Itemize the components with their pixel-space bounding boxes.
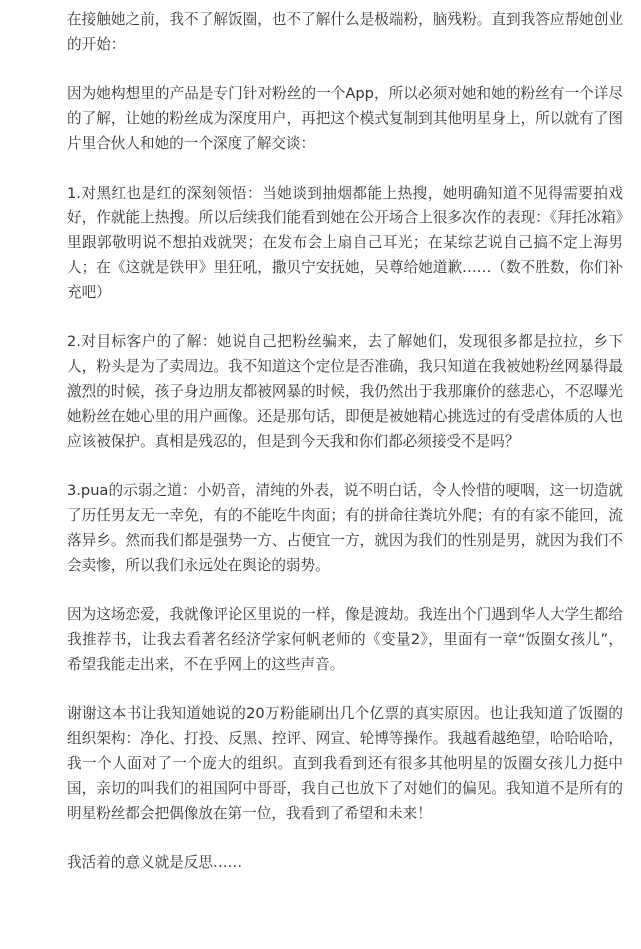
paragraph-app-context: 因为她构想里的产品是专门针对粉丝的一个App，所以必须对她和她的粉丝有一个详尽的了解，让她的粉丝成为深度用户，再把这个模式复制到其他明星身上，所以就有了图片里合伙人和她的一个深度了解交谈： <box>67 85 623 152</box>
paragraph-book-recommendation: 因为这场恋爱，我就像评论区里说的一样，像是渡劫。我连出个门遇到华人大学生都给我推荐书，让我去看著名经济学家何帆老师的《变量2》，里面有一章“饭圈女孩儿”，希望我能走出来，不在乎网上的这些声音。 <box>67 606 623 673</box>
paragraph-point-3: 3.pua的示弱之道：小奶音，清纯的外表，说不明白话，令人怜惜的哽咽，这一切造就了历任男友无一幸免，有的不能吃牛肉面；有的拼命往粪坑外爬；有的有家不能回，流落异乡。然而我们都是强势一方、占便宜一方，就因为我们的性别是男，就因为我们不会卖惨，所以我们永远处在舆论的弱势。 <box>67 482 623 574</box>
paragraph-point-1: 1.对黑红也是红的深刻领悟：当她谈到抽烟都能上热搜，她明确知道不见得需要拍戏好，作就能上热搜。所以后续我们能看到她在公开场合上很多次作的表现：《拜托冰箱》里跟郭敬明说不想拍戏就哭；在发布会上扇自己耳光；在某综艺说自己搞不定上海男人；在《这就是铁甲》里狂吼，撒贝宁安抚她，吴尊给她道歉……（数不胜数，你们补充吧） <box>67 184 623 301</box>
paragraph-fandom-structure: 谢谢这本书让我知道她说的20万粉能刷出几个亿票的真实原因。也让我知道了饭圈的组织架构：净化、打投、反黑、控评、网宣、轮博等操作。我越看越绝望，哈哈哈哈，我一个人面对了一个庞大的组织。直到我看到还有很多其他明星的饭圈女孩儿力挺中国，亲切的叫我们的祖国阿中哥哥，我自己也放下了对她们的偏见。我知道不是所有的明星粉丝都会把偶像放在第一位，我看到了希望和未来！ <box>67 705 623 822</box>
paragraph-closing: 我活着的意义就是反思…… <box>67 854 243 872</box>
article-body <box>67 8 623 876</box>
paragraph-intro: 在接触她之前，我不了解饭圈，也不了解什么是极端粉，脑残粉。直到我答应帮她创业的开始： <box>67 11 623 53</box>
paragraph-point-2: 2.对目标客户的了解：她说自己把粉丝骗来，去了解她们，发现很多都是拉拉，乡下人，粉头是为了卖周边。我不知道这个定位是否准确，我只知道在我被她粉丝网暴得最激烈的时候，孩子身边朋友都被网暴的时候，我仍然出于我那廉价的慈悲心，不忍曝光她粉丝在她心里的用户画像。还是那句话，即便是被她精心挑选过的有受虐体质的人也应该被保护。真相是残忍的，但是到今天我和你们都必须接受不是吗？ <box>67 333 623 450</box>
